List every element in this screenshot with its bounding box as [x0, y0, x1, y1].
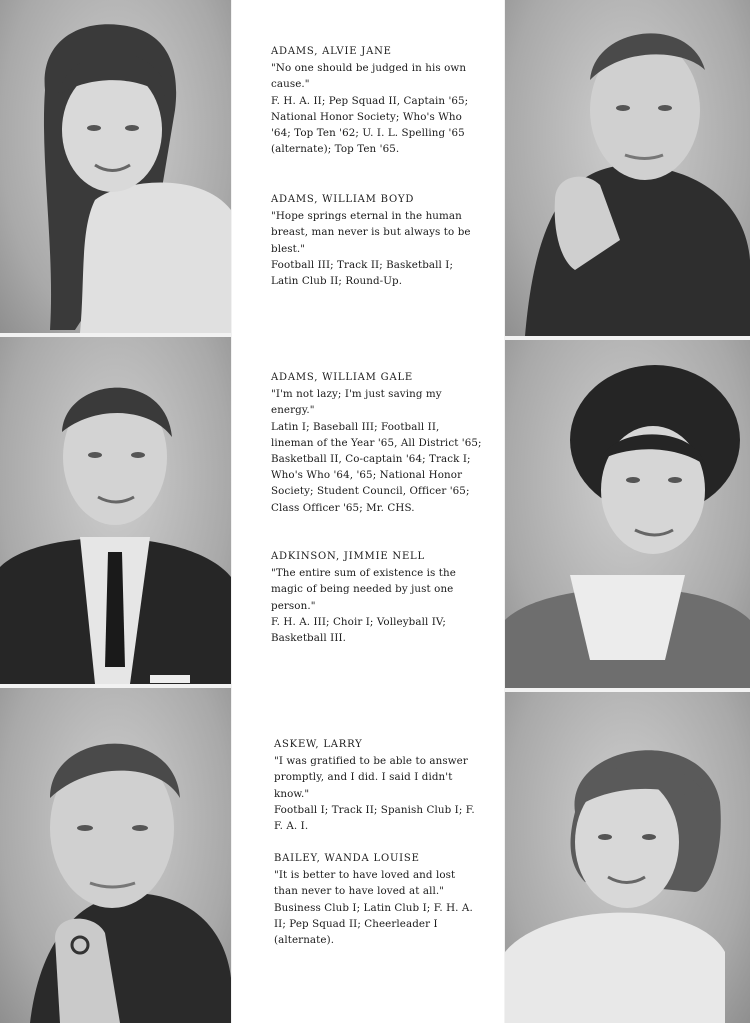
- portrait-photo-4: [505, 340, 750, 688]
- portrait-boy-hand-ring: [0, 688, 231, 1023]
- student-activities: Football III; Track II; Basketball I; Latin Club II; Round-Up.: [271, 258, 454, 288]
- portrait-girl-long-hair: [0, 0, 231, 333]
- student-name: ADAMS, WILLIAM BOYD: [271, 194, 415, 205]
- student-activities: Latin I; Baseball III; Football II, lineman of the Year '65, All District '65; Basketball II, Co-captain '64; Track I; Who's Who '64, '65; National Honor Society; Student Council, Officer '65; Class Officer '65; Mr. CHS.: [271, 420, 482, 514]
- student-bio-6: [274, 851, 479, 948]
- portrait-photo-2: [505, 0, 750, 336]
- student-name: ADAMS, ALVIE JANE: [271, 46, 392, 57]
- student-quote: "I was gratified to be able to answer promptly, and I did. I said I didn't know.": [274, 755, 468, 800]
- student-name: ADAMS, WILLIAM GALE: [271, 372, 414, 383]
- portrait-photo-6: [505, 692, 750, 1023]
- student-activities: Business Club I; Latin Club I; F. H. A. II; Pep Squad II; Cheerleader I (alternate).: [274, 901, 473, 947]
- student-quote: "No one should be judged in his own cause.": [271, 62, 467, 91]
- student-name: BAILEY, WANDA LOUISE: [274, 853, 420, 864]
- portrait-photo-1: [0, 0, 231, 333]
- student-bio-1: [271, 44, 483, 157]
- student-quote: "The entire sum of existence is the magic of being needed by just one person.": [271, 567, 456, 612]
- student-name: ADKINSON, JIMMIE NELL: [271, 551, 425, 562]
- portrait-girl-bouffant: [505, 340, 750, 688]
- student-bio-5: [274, 737, 479, 834]
- student-activities: Football I; Track II; Spanish Club I; F. F. A. I.: [274, 803, 475, 833]
- student-activities: F. H. A. III; Choir I; Volleyball IV; Basketball III.: [271, 615, 446, 645]
- student-quote: "Hope springs eternal in the human breast, man never is but always to be blest.": [271, 210, 471, 255]
- portrait-boy-hand-chin: [505, 0, 750, 336]
- portrait-boy-suit-tie: [0, 337, 231, 684]
- portrait-photo-5: [0, 688, 231, 1023]
- student-quote: "I'm not lazy; I'm just saving my energy.": [271, 388, 442, 417]
- student-bio-2: [271, 192, 483, 289]
- portrait-girl-short-hair: [505, 692, 750, 1023]
- portrait-photo-3: [0, 337, 231, 684]
- student-name: ASKEW, LARRY: [274, 739, 363, 750]
- student-bio-3: [271, 370, 483, 516]
- student-activities: F. H. A. II; Pep Squad II, Captain '65; National Honor Society; Who's Who '64; Top Ten '62; U. I. L. Spelling '65 (alternate); Top Ten '65.: [271, 94, 469, 156]
- student-bio-4: [271, 549, 483, 646]
- student-quote: "It is better to have loved and lost than never to have loved at all.": [274, 869, 456, 898]
